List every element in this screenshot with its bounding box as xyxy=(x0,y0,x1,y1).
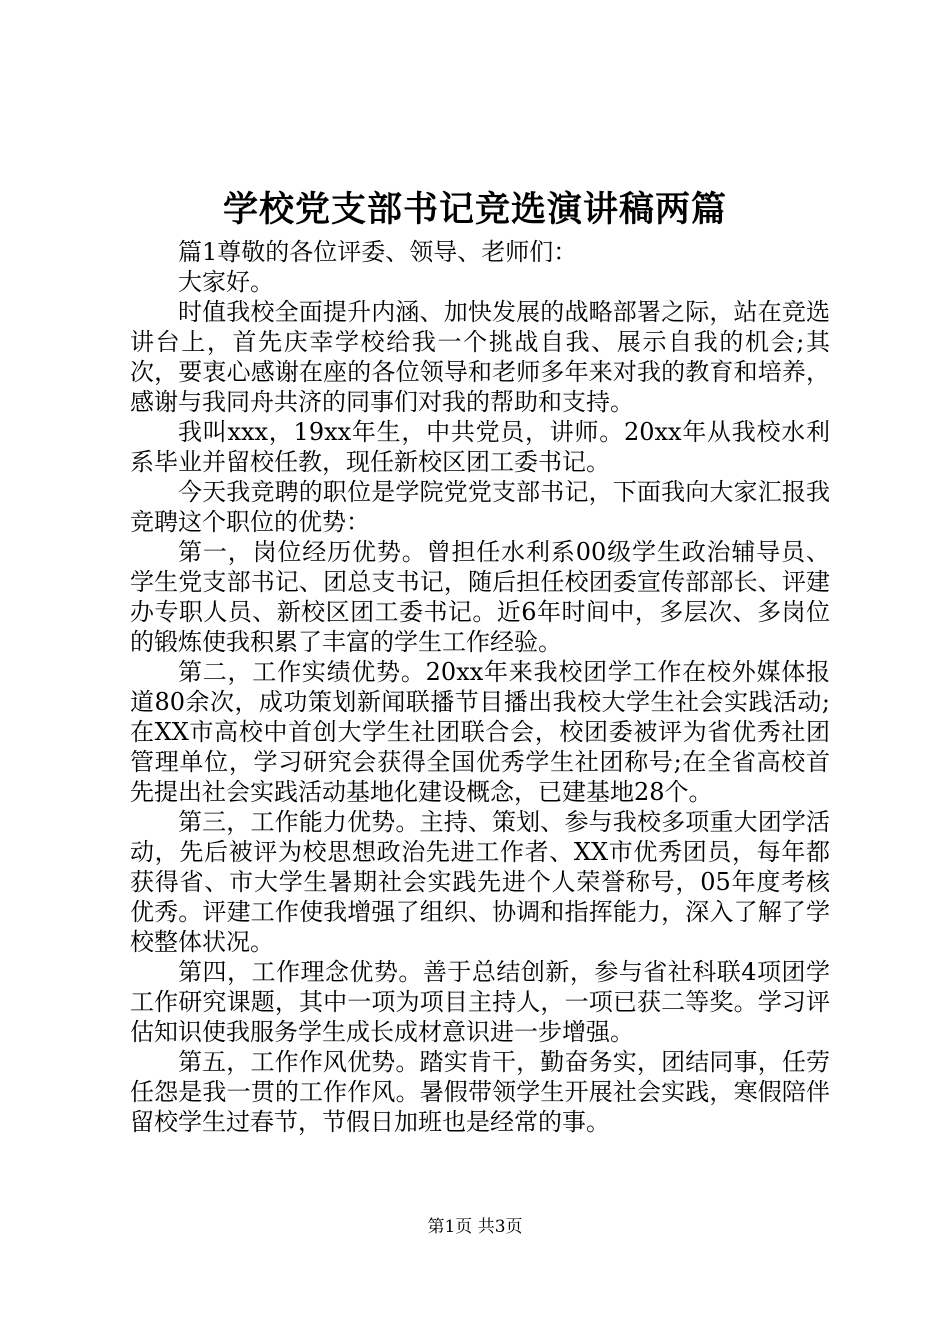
document-title: 学校党支部书记竞选演讲稿两篇 xyxy=(222,189,727,230)
document-body xyxy=(130,237,830,1137)
greeting-paragraph: 大家好。 xyxy=(178,268,274,296)
advantage-five-paragraph: 第五，工作作风优势。踏实肯干，勤奋务实，团结同事，任劳任怨是我一贯的工作作风。暑假带领学生开展社会实践，寒假陪伴留校学生过春节，节假日加班也是经常的事。 xyxy=(130,1048,830,1136)
salutation-paragraph: 篇1尊敬的各位评委、领导、老师们： xyxy=(178,238,578,266)
advantage-four-paragraph: 第四，工作理念优势。善于总结创新，参与省社科联4项团学工作研究课题，其中一项为项目主持人，一项已获二等奖。学习评估知识使我服务学生成长成材意识进一步增强。 xyxy=(130,958,830,1046)
self-introduction-paragraph: 我叫xxx，19xx年生，中共党员，讲师。20xx年从我校水利系毕业并留校任教，现任新校区团工委书记。 xyxy=(130,418,830,476)
position-paragraph: 今天我竞聘的职位是学院党党支部书记，下面我向大家汇报我竞聘这个职位的优势： xyxy=(130,478,830,536)
advantage-three-paragraph: 第三，工作能力优势。主持、策划、参与我校多项重大团学活动，先后被评为校思想政治先进工作者、XX市优秀团员，每年都获得省、市大学生暑期社会实践先进个人荣誉称号，05年度考核优秀。评建工作使我增强了组织、协调和指挥能力，深入了解了学校整体状况。 xyxy=(130,808,830,956)
page-footer: 第1页 共3页 xyxy=(427,1217,523,1237)
advantage-two-paragraph: 第二，工作实绩优势。20xx年来我校团学工作在校外媒体报道80余次，成功策划新闻联播节目播出我校大学生社会实践活动;在XX市高校中首创大学生社团联合会，校团委被评为省优秀社团管理单位，学习研究会获得全国优秀学生社团称号;在全省高校首先提出社会实践活动基地化建设概念，已建基地28个。 xyxy=(130,658,830,806)
advantage-one-paragraph: 第一，岗位经历优势。曾担任水利系00级学生政治辅导员、学生党支部书记、团总支书记，随后担任校团委宣传部部长、评建办专职人员、新校区团工委书记。近6年时间中，多层次、多岗位的锻炼使我积累了丰富的学生工作经验。 xyxy=(130,538,830,656)
intro-paragraph: 时值我校全面提升内涵、加快发展的战略部署之际，站在竞选讲台上，首先庆幸学校给我一个挑战自我、展示自我的机会;其次，要衷心感谢在座的各位领导和老师多年来对我的教育和培养，感谢与我同舟共济的同事们对我的帮助和支持。 xyxy=(130,298,830,416)
